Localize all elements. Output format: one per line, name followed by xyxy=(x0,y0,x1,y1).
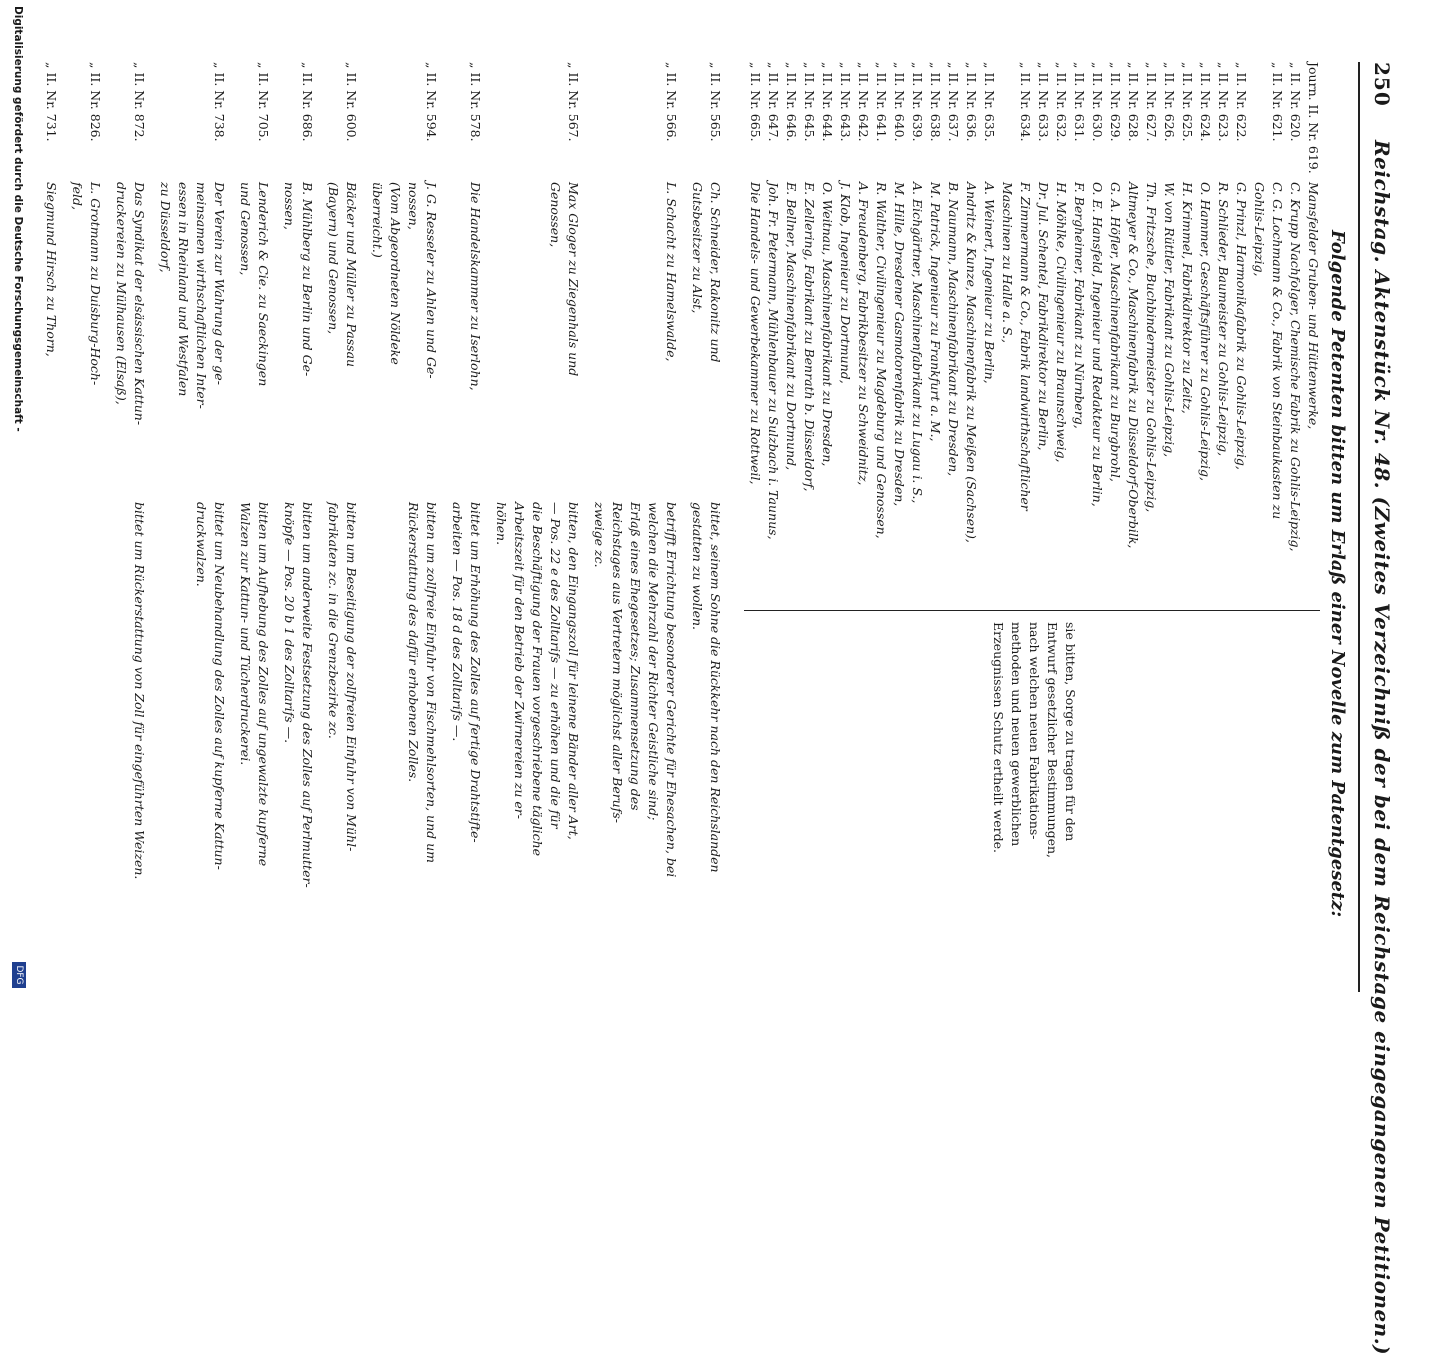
request-text: gestatten zu wollen. xyxy=(690,502,705,631)
petitioner-name: R. Walther, Civilingenieur zu Magdeburg und Genossen, xyxy=(874,182,889,539)
petitioner-name: B. Mühlberg zu Berlin und Ge- xyxy=(300,182,315,377)
petition-ref: „ II. Nr. 731. xyxy=(44,62,59,142)
petitioner-name: Altmeyer & Co., Maschinenfabrik zu Düsseldorf-Oberbilk, xyxy=(1126,182,1141,549)
petitioner-name: C. Krupp Nachfolger, Chemische Fabrik zu Gohlis-Leipzig, xyxy=(1288,182,1303,552)
petition-ref: „ II. Nr. 578. xyxy=(468,62,483,142)
petitioner-name: O. E. Hansfeld, Ingenieur und Redakteur zu Berlin, xyxy=(1090,182,1105,507)
request-text: bittet um Erhöhung des Zolles auf fertige Drahtstifte- xyxy=(468,502,483,843)
section-intro: Folgende Petenten bitten um Erlaß einer Novelle zum Patentgesetz: xyxy=(1327,230,1348,918)
page-number: 250 xyxy=(1370,62,1394,107)
petitioner-name: J. Klob, Ingenieur zu Dortmund, xyxy=(838,182,853,384)
petition-ref: „ II. Nr. 627. xyxy=(1144,62,1159,142)
request-text: — Pos. 22 e des Zolltarifs — zu erhöhen und die für xyxy=(548,502,563,829)
petitioner-name: B. Naumann, Maschinenfabrikant zu Dresden, xyxy=(946,182,961,477)
list-item xyxy=(1090,62,1104,962)
petition-ref: „ II. Nr. 621. xyxy=(1270,62,1285,142)
request-text: Rückerstattung des dafür erhobenen Zolles. xyxy=(406,502,421,783)
list-item xyxy=(874,62,888,962)
petition-ref: „ II. Nr. 638. xyxy=(928,62,943,142)
request-text: die Beschäftigung der Frauen vorgeschriebene tägliche xyxy=(530,502,545,857)
petition-ref: „ II. Nr. 624. xyxy=(1198,62,1213,142)
petition-ref: „ II. Nr. 642. xyxy=(856,62,871,142)
dfg-logo: DFG xyxy=(12,962,26,988)
petitioner-name: Das Syndikat der elsässischen Kattun- xyxy=(132,182,147,426)
digitization-footer: Digitalisierung gefördert durch die Deutsche Forschungsgemeinschaft - xyxy=(12,6,24,432)
petition-ref: „ II. Nr. 567. xyxy=(566,62,581,142)
list-item xyxy=(946,62,960,962)
petition-ref: „ II. Nr. 636. xyxy=(964,62,979,142)
list-item xyxy=(1270,62,1284,962)
request-text: nach welchen neuen Fabrikations- xyxy=(1027,622,1042,840)
list-item xyxy=(1252,62,1266,962)
petitioner-name: E. Bellner, Maschinenfabrikant zu Dortmund, xyxy=(784,182,799,471)
request-text: welchen die Mehrzahl der Richter Geistliche sind; xyxy=(646,502,661,821)
petitioner-name: W. von Rüttler, Fabrikant zu Gohlis-Leipzig, xyxy=(1162,182,1177,458)
petitioner-name: G. Prinzl, Harmonikafabrik zu Gohlis-Leipzig, xyxy=(1234,182,1249,470)
petitioner-name: Die Handelskammer zu Iserlohn, xyxy=(468,182,483,391)
request-text: knöpfe — Pos. 20 b 1 des Zolltarifs —. xyxy=(282,502,297,744)
petition-ref: „ II. Nr. 826. xyxy=(88,62,103,142)
list-item xyxy=(964,62,978,962)
petition-ref: „ II. Nr. 600. xyxy=(344,62,359,142)
list-item xyxy=(784,62,798,962)
petitioner-name: M. Patrick, Ingenieur zu Frankfurt a. M., xyxy=(928,182,943,442)
petitioner-name: meinsamen wirthschaftlichen Inter- xyxy=(194,182,209,409)
list-item xyxy=(910,62,924,962)
petition-ref: „ II. Nr. 635. xyxy=(982,62,997,142)
petition-ref: „ II. Nr. 620. xyxy=(1288,62,1303,142)
petitioner-name: E. Zellering, Fabrikant zu Benrath b. Düsseldorf, xyxy=(802,182,817,492)
petition-ref: „ II. Nr. 705. xyxy=(256,62,271,142)
petitioner-name: zu Düsseldorf, xyxy=(158,182,173,273)
petitioner-name: F. Zimmermann & Co., Fabrik landwirthschaftlicher xyxy=(1018,182,1033,511)
petitioner-name: A. Freudenberg, Fabrikbesitzer zu Schweidnitz, xyxy=(856,182,871,486)
request-text: Walzen zur Kattun- und Tücherdruckerei. xyxy=(238,502,253,766)
list-item xyxy=(1288,62,1302,962)
petition-ref: „ II. Nr. 872. xyxy=(132,62,147,142)
petitioner-name: R. Schlieder, Baumeister zu Gohlis-Leipzig, xyxy=(1216,182,1231,457)
request-text: höhen. xyxy=(494,502,509,546)
petitioner-name: O. Hammer, Geschäftsführer zu Gohlis-Leipzig, xyxy=(1198,182,1213,481)
petitioner-name: Der Verein zur Wahrung der ge- xyxy=(212,182,227,385)
petitioner-name: überreicht.) xyxy=(370,182,385,258)
petition-ref: „ II. Nr. 645. xyxy=(802,62,817,142)
petitioner-name: Th. Fritzsche, Buchbindermeister zu Gohlis-Leipzig, xyxy=(1144,182,1159,513)
petitioner-name: Ch. Schneider, Rakonitz und xyxy=(708,182,723,363)
petitioner-name: C. G. Lochmann & Co., Fabrik von Steinbaukasten zu xyxy=(1270,182,1285,520)
list-item xyxy=(1234,62,1248,962)
petitioner-name: Maschinen zu Halle a. S., xyxy=(1000,182,1015,343)
bracket-line xyxy=(744,610,1320,611)
petitioner-name: Gutsbesitzer zu Alst, xyxy=(690,182,705,314)
petition-ref: „ II. Nr. 738. xyxy=(212,62,227,142)
petitioner-name: Andritz & Kunze, Maschinenfabrik zu Meißen (Sachsen), xyxy=(964,182,979,543)
list-item xyxy=(1180,62,1194,962)
request-text: methoden und neuen gewerblichen xyxy=(1009,622,1024,847)
petition-ref: „ II. Nr. 686. xyxy=(300,62,315,142)
petition-ref: „ II. Nr. 622. xyxy=(1234,62,1249,142)
petition-ref: „ II. Nr. 665. xyxy=(748,62,763,142)
petition-ref: „ II. Nr. 625. xyxy=(1180,62,1195,142)
petitioner-name: H. Möhlke, Civilingenieur zu Braunschweig, xyxy=(1054,182,1069,463)
petition-ref: „ II. Nr. 633. xyxy=(1036,62,1051,142)
petition-ref: „ II. Nr. 626. xyxy=(1162,62,1177,142)
petitioner-name: A. Eichgärtner, Maschinenfabrikant zu Lugau i. S., xyxy=(910,182,925,504)
petition-ref: „ II. Nr. 647. xyxy=(766,62,781,142)
request-text: bittet um Neubehandlung des Zolles auf kupferne Kattun- xyxy=(212,502,227,870)
petition-ref: „ II. Nr. 566. xyxy=(664,62,679,142)
request-text: Entwurf gesetzlicher Bestimmungen, xyxy=(1045,622,1060,858)
request-text: bitten um Aufhebung des Zolles auf ungewalzte kupferne xyxy=(256,502,271,867)
petitioner-name: nossen, xyxy=(406,182,421,230)
petition-ref: „ II. Nr. 630. xyxy=(1090,62,1105,142)
petitioner-name: Siegmund Hirsch zu Thorn, xyxy=(44,182,59,357)
petitioner-name: Genossen, xyxy=(548,182,563,248)
petition-ref: „ II. Nr. 637. xyxy=(946,62,961,142)
petition-ref: „ II. Nr. 646. xyxy=(784,62,799,142)
list-item xyxy=(748,62,762,962)
list-item xyxy=(766,62,780,962)
list-item xyxy=(838,62,852,962)
petitioner-name: H. Krimmel, Fabrikdirektor zu Zeitz, xyxy=(1180,182,1195,414)
header-rule xyxy=(1358,62,1360,992)
request-text: Erlaß eines Ehegesetzes; Zusammensetzung des xyxy=(628,502,643,811)
petition-ref: „ II. Nr. 629. xyxy=(1108,62,1123,142)
list-item xyxy=(1198,62,1212,962)
list-item xyxy=(1144,62,1158,962)
petitioner-name: (Vom Abgeordneten Nöldeke xyxy=(388,182,403,365)
request-text: sie bitten, Sorge zu tragen für den xyxy=(1063,622,1078,842)
petitioner-name: Bäcker und Müller zu Passau xyxy=(344,182,359,368)
petition-ref: „ II. Nr. 628. xyxy=(1126,62,1141,142)
page-header-title: Reichstag. Aktenstück Nr. 48. (Zweites Verzeichniß der bei dem Reichstage eingegangenen Petitionen.) xyxy=(1370,140,1394,1355)
petitioner-name: A. Weinert, Ingenieur zu Berlin, xyxy=(982,182,997,384)
petitioner-name: J. G. Resseler zu Ahlen und Ge- xyxy=(424,182,439,379)
request-text: Arbeitszeit für den Betrieb der Zwirnereien zu er- xyxy=(512,502,527,819)
request-text: Erzeugnissen Schutz ertheilt werde. xyxy=(991,622,1006,853)
request-text: arbeiten — Pos. 18 d des Zolltarifs —. xyxy=(450,502,465,742)
petitioner-name: Dr. Jul. Schentel, Fabrikdirektor zu Berlin, xyxy=(1036,182,1051,451)
petition-ref: „ II. Nr. 641. xyxy=(874,62,889,142)
request-text: bitten, den Eingangszoll für leinene Bänder aller Art, xyxy=(566,502,581,840)
request-text: bittet um Rückerstattung von Zoll für eingeführten Weizen. xyxy=(132,502,147,880)
list-item xyxy=(820,62,834,962)
list-item xyxy=(892,62,906,962)
list-item xyxy=(856,62,870,962)
petitioner-name: druckereien zu Mülhausen (Elsaß), xyxy=(114,182,129,405)
petitioner-name: Joh. Fr. Petermann, Mühlenbauer zu Sulzbach i. Taunus, xyxy=(766,182,781,540)
request-text: fabrikaten zc. in die Grenzbezirke zc. xyxy=(326,502,341,739)
petitioner-name: M. Hille, Dresdener Gasmotorenfabrik zu Dresden, xyxy=(892,182,907,507)
list-item xyxy=(802,62,816,962)
petition-ref: „ II. Nr. 640. xyxy=(892,62,907,142)
request-text: bitten um anderweite Festsetzung des Zolles auf Perlmutter- xyxy=(300,502,315,888)
list-item xyxy=(1216,62,1230,962)
request-text: betrifft Errichtung besonderer Gerichte für Ehesachen, bei xyxy=(664,502,679,878)
petitioner-name: feld, xyxy=(70,182,85,210)
petition-ref: „ II. Nr. 623. xyxy=(1216,62,1231,142)
request-text: bitten um zollfreie Einfuhr von Fischmehlsorten, und um xyxy=(424,502,439,864)
petition-ref: „ II. Nr. 594. xyxy=(424,62,439,142)
petitioner-name: nossen, xyxy=(282,182,297,230)
petition-ref: „ II. Nr. 644. xyxy=(820,62,835,142)
petitioner-name: L. Schacht zu Hamelswalde, xyxy=(664,182,679,362)
petitioner-name: F. Bergheimer, Fabrikant zu Nürnberg, xyxy=(1072,182,1087,429)
petitioner-name: (Bayern) und Genossen, xyxy=(326,182,341,335)
petition-ref: „ II. Nr. 639. xyxy=(910,62,925,142)
petitioner-name: Gohlis-Leipzig, xyxy=(1252,182,1267,277)
list-item xyxy=(928,62,942,962)
petitioner-name: O. Weitnau, Maschinenfabrikant zu Dresden, xyxy=(820,182,835,467)
petition-ref: „ II. Nr. 632. xyxy=(1054,62,1069,142)
request-text: bittet, seinem Sohne die Rückkehr nach den Reichslanden xyxy=(708,502,723,873)
request-text: Reichstages aus Vertretern möglichst aller Berufs- xyxy=(610,502,625,824)
petitioner-name: Lenderich & Cie. zu Saeckingen xyxy=(256,182,271,387)
list-item xyxy=(1108,62,1122,962)
petitioner-name: Die Handels- und Gewerbekammer zu Rottweil, xyxy=(748,182,763,485)
petitioner-name: und Genossen, xyxy=(238,182,253,276)
petitioner-name: G. A. Höfler, Maschinenfabrikant zu Burgbrohl, xyxy=(1108,182,1123,482)
request-text: zweige zc. xyxy=(592,502,607,568)
petition-ref: „ II. Nr. 643. xyxy=(838,62,853,142)
request-text: bitten um Beseitigung der zollfreien Einfuhr von Mühl- xyxy=(344,502,359,852)
petitioner-name: Mansfelder Gruben- und Hüttenwerke, xyxy=(1306,182,1321,430)
list-item xyxy=(1126,62,1140,962)
petitioner-name: Max Gloger zu Ziegenhals und xyxy=(566,182,581,377)
petition-ref: „ II. Nr. 565. xyxy=(708,62,723,142)
petition-ref: Journ. II. Nr. 619. xyxy=(1306,62,1321,174)
list-item xyxy=(1162,62,1176,962)
petitioner-name: L. Grotmann zu Duisburg-Hoch- xyxy=(88,182,103,386)
petition-ref: „ II. Nr. 631. xyxy=(1072,62,1087,142)
request-text: druckwalzen. xyxy=(194,502,209,587)
list-item xyxy=(1306,62,1320,962)
petition-ref: „ II. Nr. 634. xyxy=(1018,62,1033,142)
petitioner-name: essen in Rheinland und Westfalen xyxy=(176,182,191,397)
